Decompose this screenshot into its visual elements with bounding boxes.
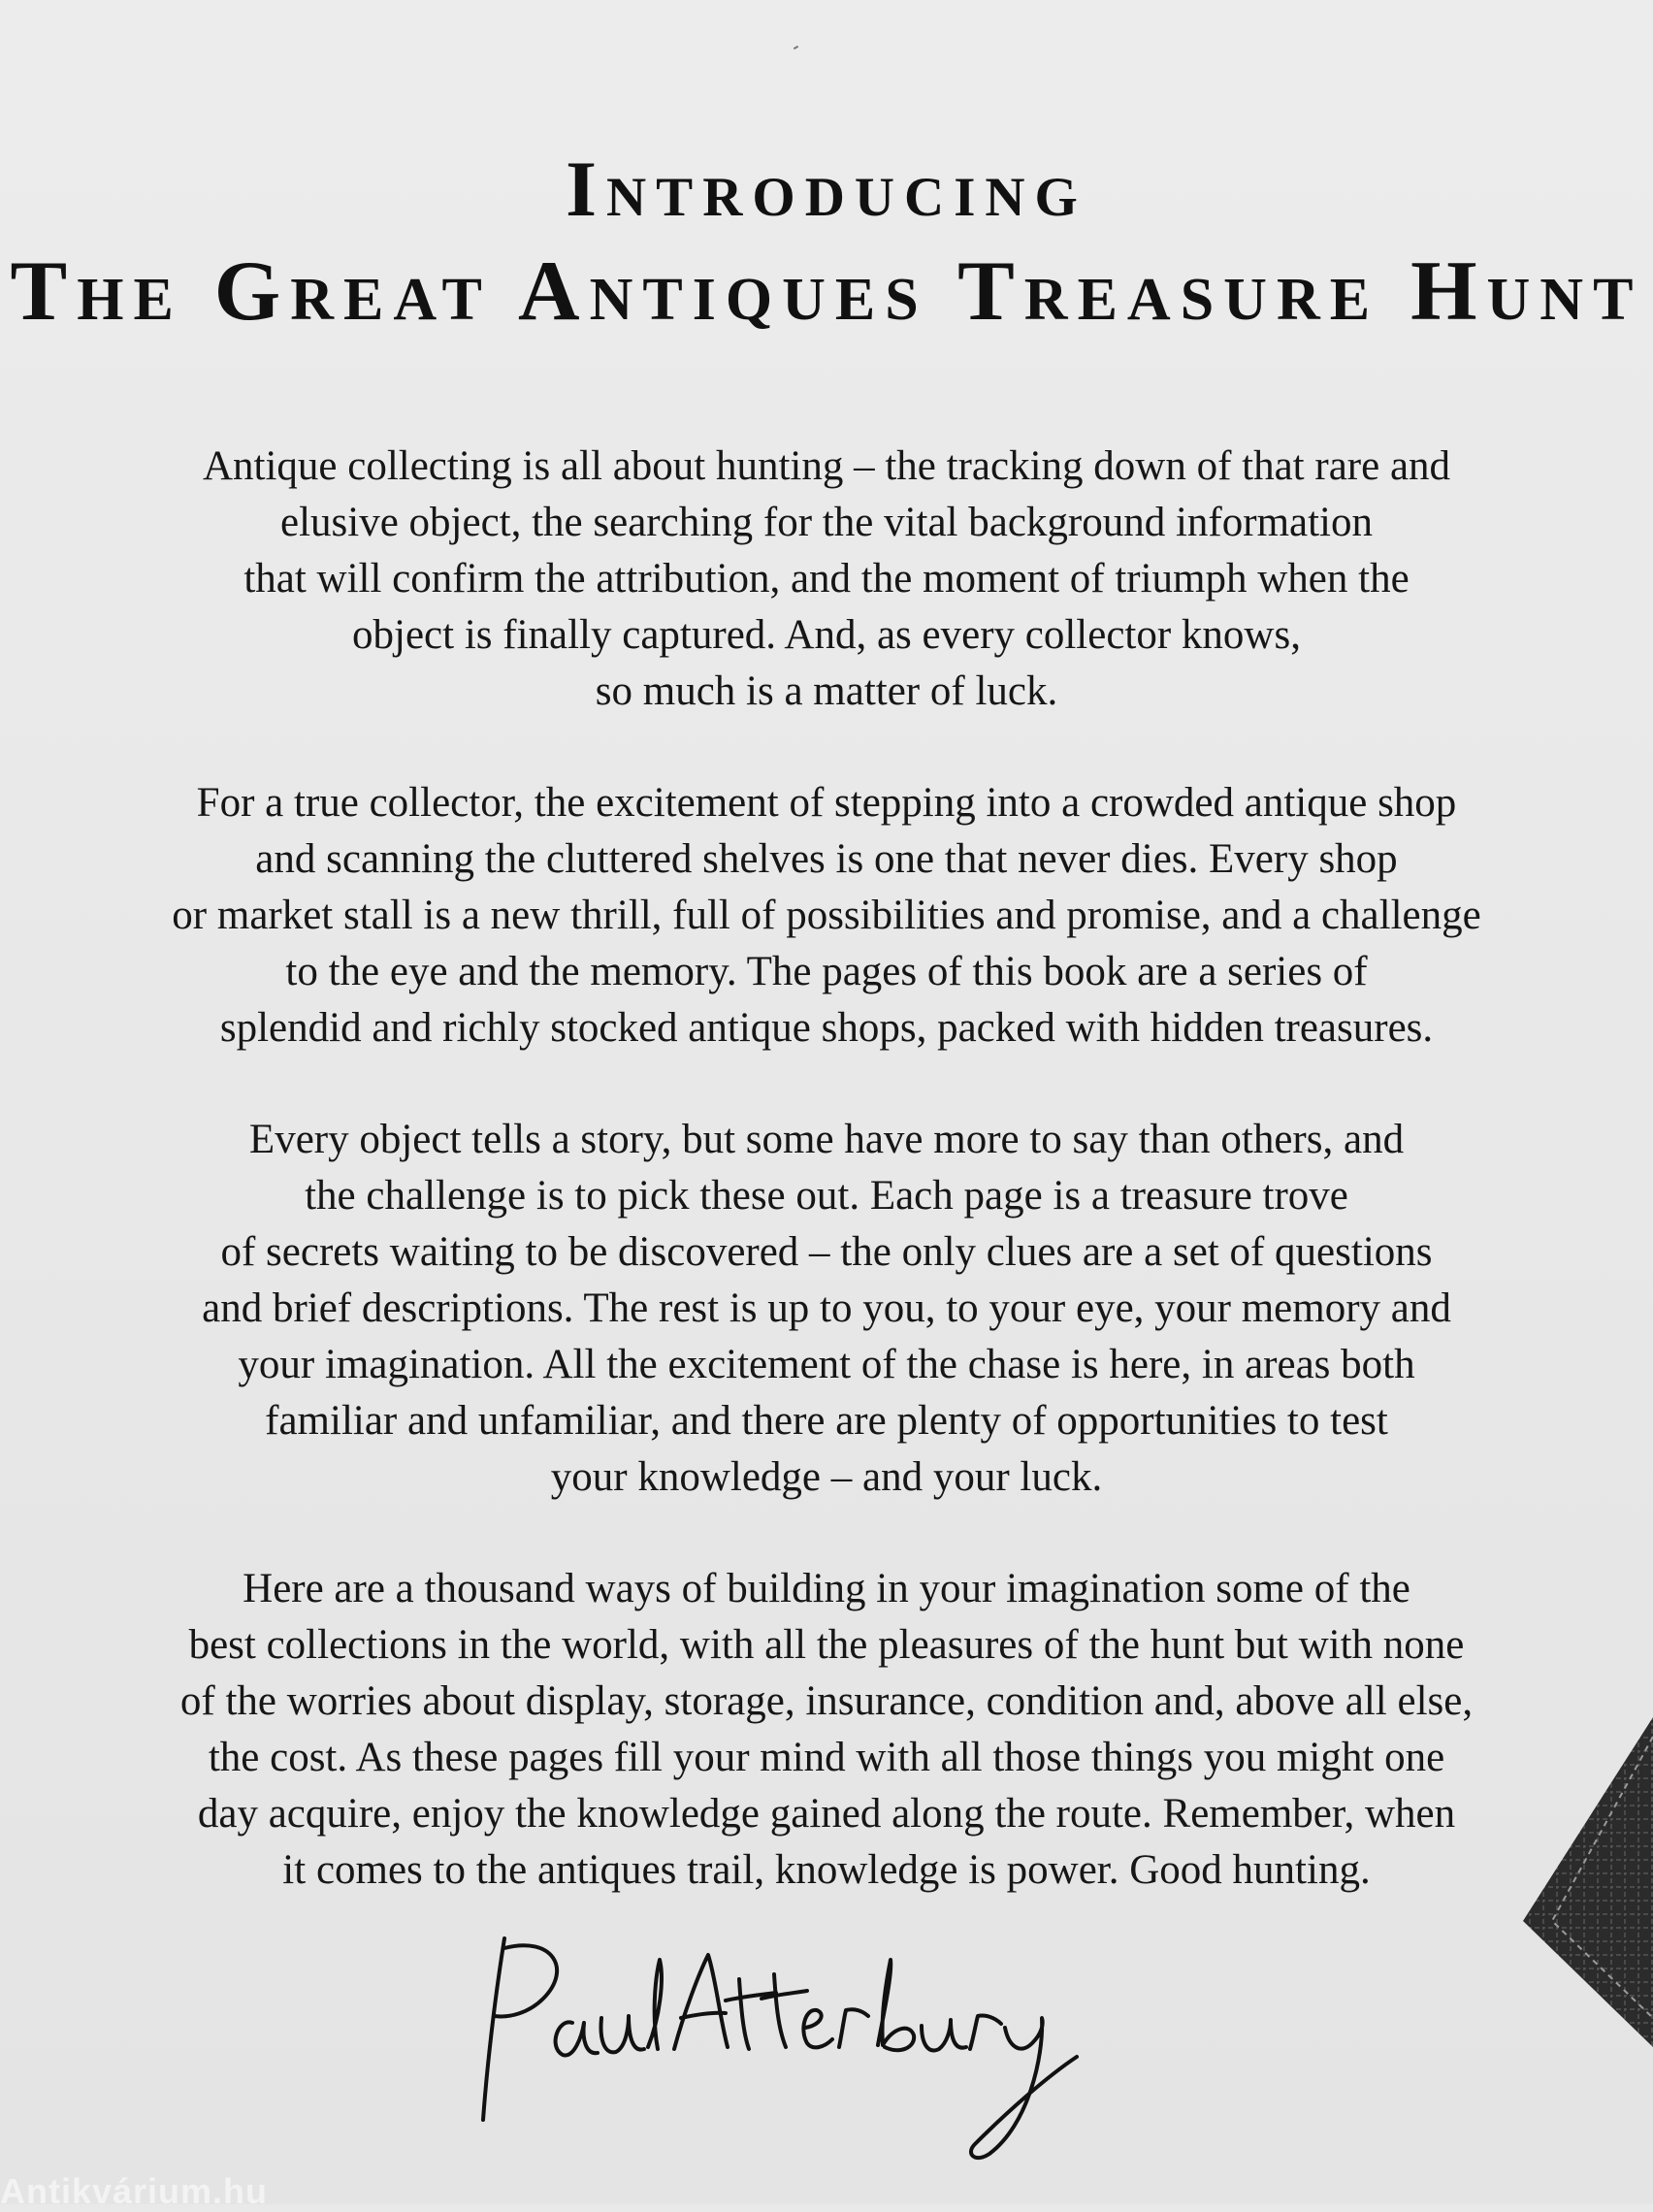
text-line: Every object tells a story, but some have more to say than others, and bbox=[248, 1117, 1405, 1162]
text-line: Here are a thousand ways of building in your imagination some of the bbox=[243, 1566, 1410, 1611]
text-line: day acquire, enjoy the knowledge gained along the route. Remember, when bbox=[197, 1791, 1456, 1837]
text-line: and scanning the cluttered shelves is one that never dies. Every shop bbox=[255, 836, 1398, 882]
text-line: or market stall is a new thrill, full of possibilities and promise, and a challenge bbox=[172, 893, 1481, 938]
paragraph-3 bbox=[97, 1112, 1556, 1506]
text-line: your knowledge – and your luck. bbox=[550, 1454, 1103, 1500]
text-line: of secrets waiting to be discovered – the only clues are a set of questions bbox=[220, 1229, 1433, 1275]
text-line: the cost. As these pages fill your mind with all those things you might one bbox=[208, 1735, 1445, 1780]
text-line: it comes to the antiques trail, knowledge is power. Good hunting. bbox=[282, 1847, 1371, 1893]
text-line: For a true collector, the excitement of stepping into a crowded antique shop bbox=[196, 780, 1457, 826]
text-line: Antique collecting is all about hunting – the tracking down of that rare and bbox=[202, 443, 1451, 489]
text-line: and brief descriptions. The rest is up to you, to your eye, your memory and bbox=[202, 1285, 1451, 1331]
heading-title: The Great Antiques Treasure Hunt bbox=[10, 244, 1643, 339]
introduction-text bbox=[97, 439, 1556, 1954]
signature-icon bbox=[466, 1921, 1164, 2173]
text-line: so much is a matter of luck. bbox=[595, 668, 1058, 714]
paragraph-4 bbox=[97, 1561, 1556, 1899]
heading-introducing: Introducing bbox=[566, 145, 1087, 233]
text-line: your imagination. All the excitement of the chase is here, in areas both bbox=[238, 1342, 1415, 1387]
text-line: to the eye and the memory. The pages of this book are a series of bbox=[285, 949, 1368, 994]
text-line: familiar and unfamiliar, and there are plenty of opportunities to test bbox=[265, 1398, 1388, 1444]
text-line: object is finally captured. And, as every collector knows, bbox=[352, 612, 1301, 658]
text-line: best collections in the world, with all the pleasures of the hunt but with none bbox=[188, 1622, 1465, 1668]
text-line: elusive object, the searching for the vital background information bbox=[280, 500, 1373, 545]
paragraph-2 bbox=[97, 775, 1556, 1057]
text-line: that will confirm the attribution, and the moment of triumph when the bbox=[243, 556, 1410, 602]
paper-speck bbox=[794, 46, 798, 49]
paragraph-1 bbox=[97, 439, 1556, 720]
diamond-ornament-icon bbox=[1523, 1717, 1653, 2047]
text-line: splendid and richly stocked antique shops, packed with hidden treasures. bbox=[219, 1005, 1434, 1051]
watermark-text: Antikvárium.hu bbox=[0, 2171, 269, 2211]
text-line: of the worries about display, storage, insurance, condition and, above all else, bbox=[179, 1678, 1474, 1724]
text-line: the challenge is to pick these out. Each page is a treasure trove bbox=[305, 1173, 1348, 1219]
